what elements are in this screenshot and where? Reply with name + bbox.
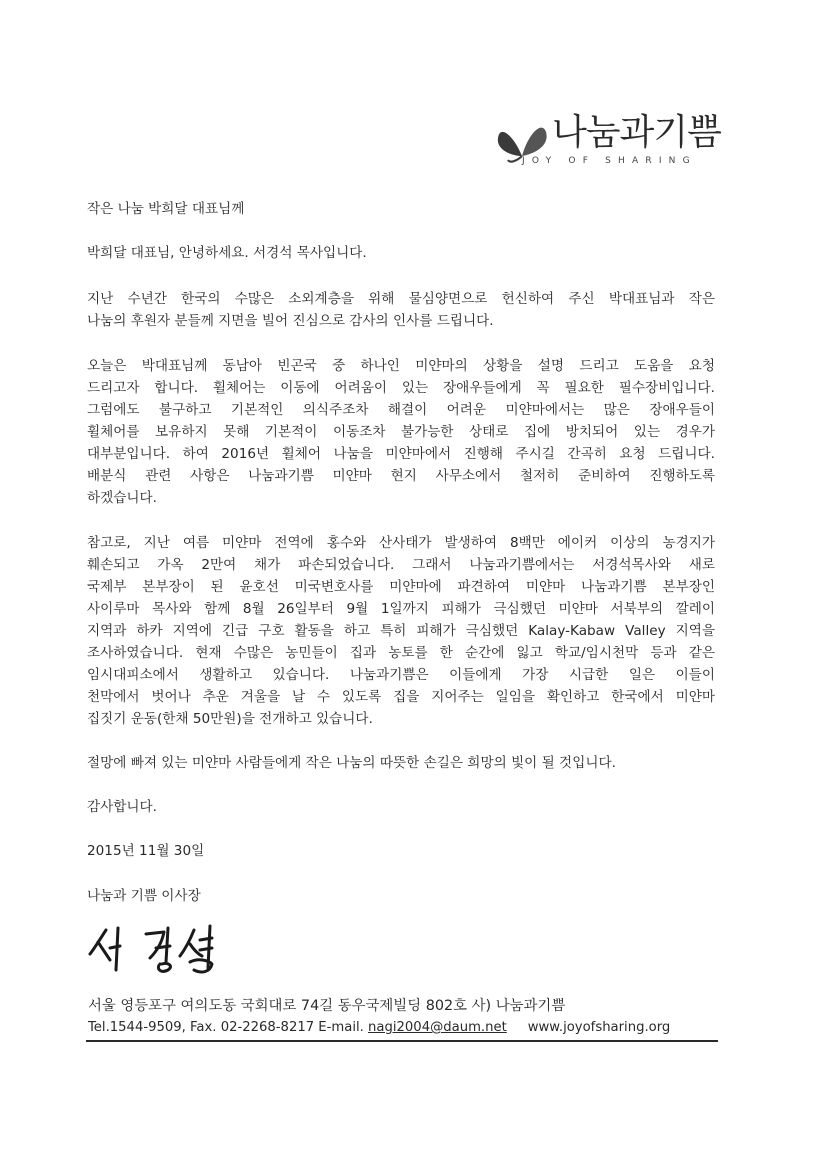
salutation: 작은 나눔 박희달 대표님께 [87, 201, 245, 217]
paragraph-2-line: 배분식 관련 사항은 나눔과기쁨 미얀마 현지 사무소에서 철저히 준비하여 진행하도록 [87, 468, 715, 484]
paragraph-2-line: 오늘은 박대표님께 동남아 빈곤국 중 하나인 미얀마의 상황을 설명 드리고 도움을 요청 [87, 358, 715, 374]
contact-phone-fax: Tel.1544-9509, Fax. 02-2268-8217 E-mail. [88, 1020, 369, 1035]
paragraph-3-line: 참고로, 지난 여름 미얀마 전역에 홍수와 산사태가 발생하여 8백만 에이커 이상의 농경지가 [87, 535, 715, 551]
organization-logo [492, 110, 722, 174]
paragraph-3-line: 훼손되고 가옥 2만여 채가 파손되었습니다. 그래서 나눔과기쁨에서는 서경석목사와 새로 [87, 557, 715, 573]
paragraph-3-line: 임시대피소에서 생활하고 있습니다. 나눔과기쁨은 이들에게 가장 시급한 일은 이들이 [87, 667, 715, 683]
paragraph-3-line: 지역과 하카 지역에 긴급 구호 활동을 하고 특히 피해가 극심했던 Kalay-Kabaw Valley 지역을 [87, 623, 715, 639]
paragraph-2-line: 그럼에도 불구하고 기본적인 의식주조차 해결이 어려운 미얀마에서는 많은 장애우들이 [87, 402, 715, 418]
paragraph-2-line: 휠체어를 보유하지 못해 기본적이 이동조차 불가능한 상태로 집에 방치되어 있는 경우가 [87, 424, 715, 440]
footer-contact [88, 1018, 670, 1038]
handwritten-signature [86, 918, 246, 978]
paragraph-1-line: 나눔의 후원자 분들께 지면을 빌어 진심으로 감사의 인사를 드립니다. [87, 313, 494, 329]
paragraph-3-line: 천막에서 벗어나 추운 겨울을 날 수 있도록 집을 지어주는 일임을 확인하고 한국에서 미얀마 [87, 689, 715, 705]
closing: 감사합니다. [87, 799, 157, 815]
contact-spacer [507, 1020, 528, 1035]
paragraph-3-line: 집짓기 운동(한채 50만원)을 전개하고 있습니다. [87, 711, 373, 727]
paragraph-2-line: 드리고자 합니다. 휠체어는 이동에 어려움이 있는 장애우들에게 꼭 필요한 필수장비입니다. [87, 380, 715, 396]
paragraph-4: 절망에 빠져 있는 미얀마 사람들에게 작은 나눔의 따뜻한 손길은 희망의 빛이 될 것입니다. [87, 755, 616, 771]
signer-title: 나눔과 기쁨 이사장 [87, 888, 201, 904]
paragraph-3-line: 국제부 본부장이 된 윤호선 미국변호사를 미얀마에 파견하여 미얀마 나눔과기쁨 본부장인 [87, 579, 715, 595]
footer-divider [86, 1040, 718, 1042]
logo-tagline: JOY OF SHARING [522, 156, 697, 166]
paragraph-2-line: 하겠습니다. [87, 490, 157, 506]
letter-date: 2015년 11월 30일 [87, 843, 205, 859]
paragraph-3-line: 조사하였습니다. 현재 수많은 농민들이 집과 농토를 한 순간에 잃고 학교/임시천막 등과 같은 [87, 645, 715, 661]
greeting: 박희달 대표님, 안녕하세요. 서경석 목사입니다. [87, 245, 367, 261]
logo-name: 나눔과기쁨 [552, 112, 721, 153]
footer-address: 서울 영등포구 여의도동 국회대로 74길 동우국제빌딩 802호 사) 나눔과기쁨 [88, 998, 566, 1014]
paragraph-3-line: 사이루마 목사와 함께 8월 26일부터 9월 1일까지 피해가 극심했던 미얀마 서북부의 깔레이 [87, 601, 715, 617]
email-link[interactable]: nagi2004@daum.net [368, 1020, 507, 1035]
website-link[interactable]: www.joyofsharing.org [527, 1020, 671, 1035]
paragraph-2-line: 대부분입니다. 하여 2016년 휠체어 나눔을 미얀마에서 진행해 주시길 간곡히 요청 드립니다. [87, 446, 715, 462]
paragraph-1-line: 지난 수년간 한국의 수많은 소외계층을 위해 물심양면으로 헌신하여 주신 박대표님과 작은 [87, 291, 715, 307]
